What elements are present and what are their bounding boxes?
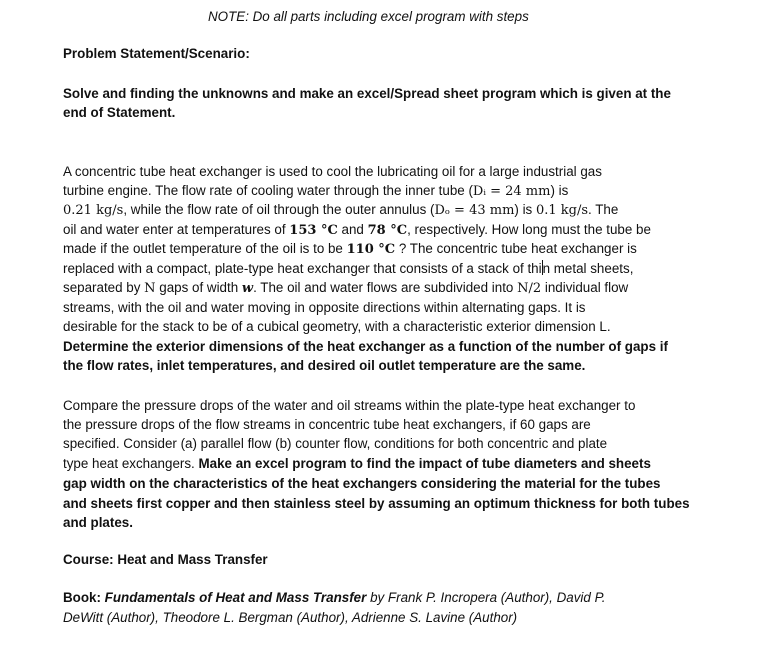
text: gaps of width	[155, 280, 242, 295]
note-line: NOTE: Do all parts including excel program with steps	[208, 9, 529, 24]
inner-diameter: Dᵢ = 24 mm	[472, 184, 551, 199]
book-title: Fundamentals of Heat and Mass Transfer	[104, 590, 367, 605]
scenario-line-8: streams, with the oil and water moving in opposite directions within alternating gaps. It is	[63, 300, 586, 315]
instruction-line-1: Solve and finding the unknowns and make an excel/Spread sheet program which is given at the	[63, 86, 671, 101]
text: type heat exchangers.	[63, 456, 199, 471]
text: ) is	[514, 202, 536, 217]
scenario-line-4	[63, 220, 651, 241]
text: , while the flow rate of oil through the outer annulus (	[123, 202, 435, 217]
oil-outlet-temp: 110 °C	[346, 242, 396, 257]
book-authors: by Frank P. Incropera (Author), David P.	[366, 590, 606, 605]
comparison-line-7: and plates.	[63, 515, 133, 530]
scenario-line-1: A concentric tube heat exchanger is used to cool the lubricating oil for a large industrial gas	[63, 164, 602, 179]
comparison-line-4	[63, 454, 651, 474]
text: replaced with a compact, plate-type heat exchanger that consists of a stack of thi	[63, 261, 542, 276]
scenario-line-11: the flow rates, inlet temperatures, and desired oil outlet temperature are the same.	[63, 358, 586, 373]
text: ) is	[550, 183, 569, 198]
outer-diameter: Dₒ = 43 mm	[434, 203, 515, 218]
gap-count-symbol: N	[144, 281, 156, 296]
scenario-line-10: Determine the exterior dimensions of the heat exchanger as a function of the number of gaps if	[63, 339, 668, 354]
text: , respectively. How long must the tube be	[407, 222, 651, 237]
scenario-line-3	[63, 200, 618, 221]
scenario-line-6	[63, 259, 633, 279]
comparison-line-1: Compare the pressure drops of the water and oil streams within the plate-type heat exchanger to	[63, 398, 636, 413]
text: separated by	[63, 280, 145, 295]
water-flow-rate: 0.21 kg/s	[63, 203, 124, 218]
oil-inlet-temp: 153 °C	[289, 223, 338, 238]
text: individual flow	[541, 280, 629, 295]
book-line-1	[63, 588, 606, 608]
scenario-line-5	[63, 239, 637, 260]
instruction-line-2: end of Statement.	[63, 105, 176, 120]
course-line: Course: Heat and Mass Transfer	[63, 552, 268, 567]
text: and	[337, 222, 368, 237]
book-label: Book:	[63, 590, 105, 605]
comparison-line-3: specified. Consider (a) parallel flow (b) counter flow, conditions for both concentric and plate	[63, 436, 608, 451]
gap-width-symbol: w	[241, 281, 254, 296]
scenario-line-9: desirable for the stack to be of a cubical geometry, with a characteristic exterior dimension L.	[63, 319, 611, 334]
text: n metal sheets,	[542, 261, 634, 276]
text: . The	[588, 202, 619, 217]
problem-heading: Problem Statement/Scenario:	[63, 46, 250, 61]
scenario-line-7	[63, 278, 628, 299]
text: turbine engine. The flow rate of cooling water through the inner tube (	[63, 183, 473, 198]
half-gaps-symbol: N/2	[517, 281, 542, 296]
text: Make an excel program to find the impact of tube diameters and sheets	[198, 456, 651, 471]
comparison-line-2: the pressure drops of the flow streams in concentric tube heat exchangers, if 60 gaps are	[63, 417, 591, 432]
book-line-2: DeWitt (Author), Theodore L. Bergman (Author), Adrienne S. Lavine (Author)	[63, 610, 518, 625]
text: oil and water enter at temperatures of	[63, 222, 290, 237]
oil-flow-rate: 0.1 kg/s	[535, 203, 589, 218]
comparison-line-6: and sheets first copper and then stainless steel by assuming an optimum thickness for both tubes	[63, 496, 690, 511]
water-inlet-temp: 78 °C	[367, 223, 408, 238]
text: made if the outlet temperature of the oil is to be	[63, 241, 347, 256]
comparison-line-5: gap width on the characteristics of the heat exchangers considering the material for the tubes	[63, 476, 661, 491]
text: . The oil and water flows are subdivided into	[253, 280, 518, 295]
text: ? The concentric tube heat exchanger is	[395, 241, 637, 256]
scenario-line-2	[63, 181, 568, 202]
